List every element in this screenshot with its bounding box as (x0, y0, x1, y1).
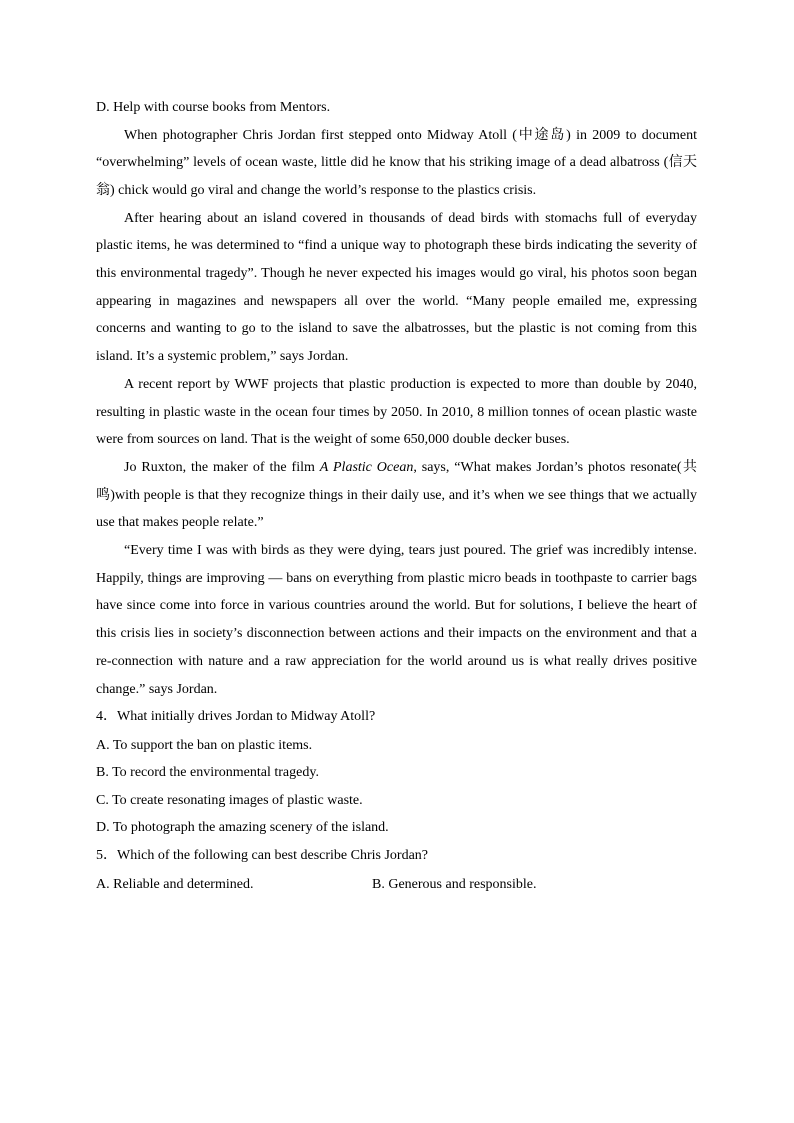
paragraph-4-text-after: , says, “What makes Jordan’s photos resonate(共鸣)with people is that they recognize things in their daily use, and it’s when we see things that we actually use that makes people relate.” (96, 459, 697, 531)
previous-question-option-d: D. Help with course books from Mentors. (96, 100, 331, 115)
passage-paragraph-2: After hearing about an island covered in thousands of dead birds with stomachs full of everyday plastic items, he was determined to “find a unique way to photograph these birds indicating the severity of this environmental tragedy”. Though he never expected his images would go viral, his photos soon began appearing in magazines and newspapers all over the world. “Many people emailed me, expressing concerns and wanting to go to the island to save the albatrosses, but the plastic is not coming from this island. It’s a systemic problem,” says Jordan. (96, 210, 697, 365)
passage-paragraph-3: A recent report by WWF projects that plastic production is expected to more than double by 2040, resulting in plastic waste in the ocean four times by 2050. In 2010, 8 million tonnes of ocean plastic waste were from sources on land. That is the weight of some 650,000 double decker buses. (96, 376, 697, 448)
document-body (96, 94, 697, 900)
question-4-stem: 4．What initially drives Jordan to Midway Atoll? (96, 709, 376, 725)
question-4-option-d: D. To photograph the amazing scenery of the island. (96, 820, 389, 836)
question-5-options-row (96, 870, 697, 900)
question-4 (96, 703, 697, 842)
passage-paragraph-1: When photographer Chris Jordan first stepped onto Midway Atoll (中途岛) in 2009 to document “overwhelming” levels of ocean waste, little did he know that his striking image of a dead albatross (信天翁) chick would go viral and change the world’s response to the plastics crisis. (96, 127, 697, 198)
film-title: A Plastic Ocean (319, 459, 414, 475)
paragraph-4-text-before: Jo Ruxton, the maker of the film (124, 459, 320, 475)
question-5 (96, 842, 697, 900)
reading-passage (96, 122, 697, 704)
passage-paragraph-4 (96, 454, 697, 537)
question-5-option-b: B. Generous and responsible. (372, 877, 537, 893)
passage-paragraph-5: “Every time I was with birds as they were dying, tears just poured. The grief was incredibly intense. Happily, things are improving — bans on everything from plastic micro beads in toothpaste to carrier bags have since come into force in various countries around the world. But for solutions, I believe the heart of this crisis lies in society’s disconnection between actions and their impacts on the environment and that a re-connection with nature and a raw appreciation for the world around us is what really drives positive change.” says Jordan. (96, 543, 697, 697)
question-4-option-b: B. To record the environmental tragedy. (96, 765, 319, 781)
question-4-option-c: C. To create resonating images of plastic waste. (96, 792, 363, 808)
question-5-option-a: A. Reliable and determined. (96, 877, 254, 893)
question-4-option-a: A. To support the ban on plastic items. (96, 737, 313, 753)
question-5-stem: 5．Which of the following can best describe Chris Jordan? (96, 848, 429, 864)
